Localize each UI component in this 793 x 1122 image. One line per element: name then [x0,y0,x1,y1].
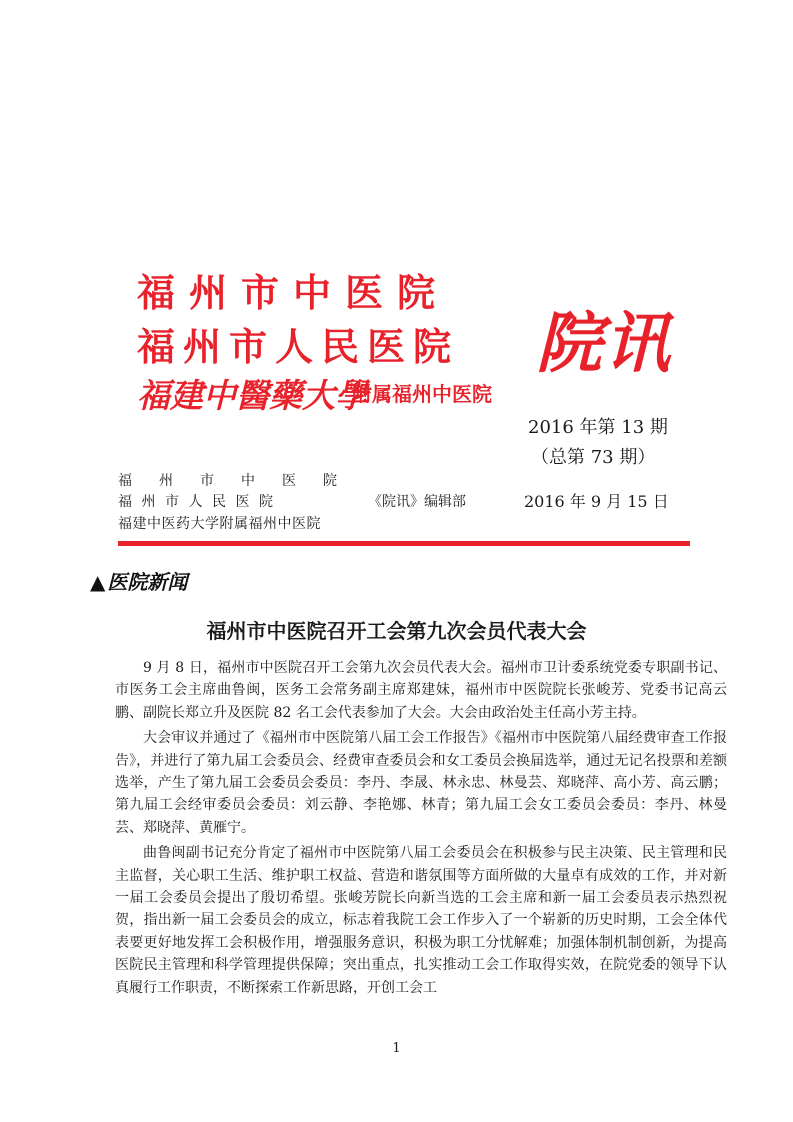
section-label: 医院新闻 [107,570,188,594]
page-number: 1 [392,1041,401,1056]
publisher-line-2: 福州市人民医院 [118,494,283,510]
article-paragraph: 9 月 8 日，福州市中医院召开工会第九次会员代表大会。福州市卫计委系统党委专职副书记、市医务工会主席曲鲁闽，医务工会常务副主席郑建妹，福州市中医院院长张峻芳、党委书记高云鹏、副院长郑立升及医院 82 名工会代表参加了大会。大会由政治处主任高小芳主持。 [115,660,727,721]
publisher-line-1: 福州市中医院 [118,473,364,489]
issue-number: 2016 年第 13 期 [528,417,668,438]
article-body [115,657,727,1002]
masthead-line-hospital-2: 福州市人民医院 [137,324,460,369]
publisher-line-3: 福建中医药大学附属福州中医院 [118,516,321,532]
section-heading [90,566,187,595]
article-paragraph: 大会审议并通过了《福州市中医院第八届工会工作报告》《福州市中医院第八届经费审查工作报告》，并进行了第九届工会委员会、经费审查委员会和女工委员会换届选举，通过无记名投票和差额选举，产生了第九届工会委员会委员：李丹、李晟、林永忠、林曼芸、郑晓萍、高小芳、高云鹏；第九届工会经审委员会委员：刘云静、李艳娜、林青；第九届工会女工委员会委员：李丹、林曼芸、郑晓萍、黄雁宁。 [115,730,727,836]
masthead-title: 院讯 [536,304,672,382]
article-paragraph: 曲鲁闽副书记充分肯定了福州市中医院第八届工会委员会在积极参与民主决策、民主管理和民主监督，关心职工生活、维护职工权益、营造和谐氛围等方面所做的大量卓有成效的工作，并对新一届工会委员会提出了殷切希望。张峻芳院长向新当选的工会主席和新一届工会委员表示热烈祝贺，指出新一届工会委员会的成立，标志着我院工会工作步入了一个崭新的历史时期，工会全体代表要更好地发挥工会积极作用，增强服务意识，积极为职工分忧解难；加强体制机制创新，为提高医院民主管理和科学管理提供保障；突出重点，扎实推动工会工作取得实效，在院党委的领导下认真履行工作职责，不断探索工作新思路，开创工会工 [115,845,727,996]
masthead-line-hospital-1: 福州市中医院 [137,270,450,315]
header-divider [118,541,690,546]
masthead-university-logo: 福建中醫藥大學 [137,376,368,415]
editorial-department: 《院讯》编辑部 [368,494,466,510]
publish-date: 2016 年 9 月 15 日 [524,492,669,511]
triangle-icon: ▲ [90,570,106,594]
issue-total-number: （总第 73 期） [531,447,656,468]
article-title: 福州市中医院召开工会第九次会员代表大会 [206,619,587,643]
masthead-university-subtitle: 附属福州中医院 [352,382,492,406]
